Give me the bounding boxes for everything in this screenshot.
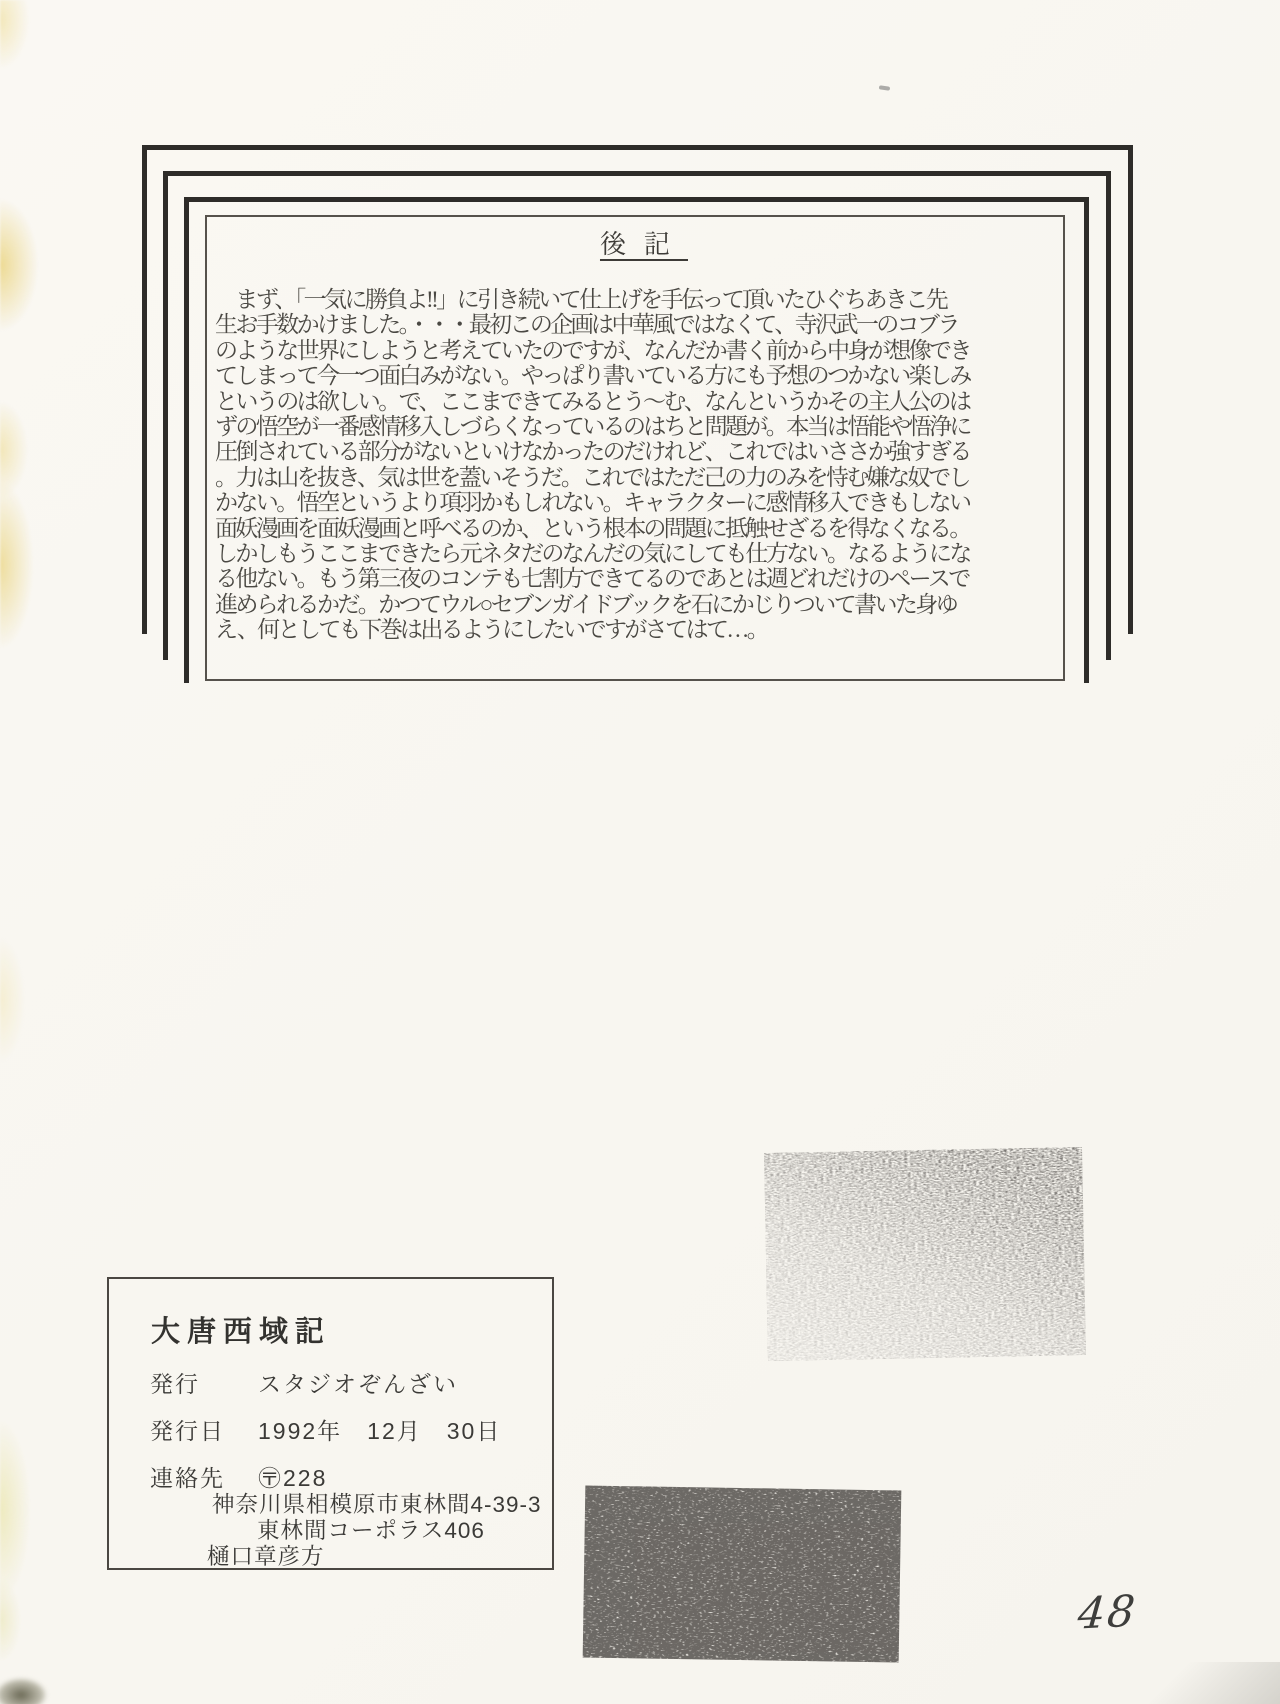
bottom-left-smudge [0, 1672, 56, 1704]
contact-postal-code: 〶228 [258, 1465, 328, 1491]
afterword-line: てしまって今一つ面白みがない。やっぱり書いている方にも予想のつかない楽しみ [215, 363, 970, 389]
afterword-line: 。力は山を抜き、気は世を蓋いそうだ。これではただ己の力のみを恃む嫌な奴でし [215, 464, 969, 490]
afterword-line: 面妖漫画を面妖漫画と呼べるのか、という根本の問題に抵触せざるを得なくなる。 [215, 515, 970, 541]
publish-date-value: 1992年 12月 30日 [258, 1418, 502, 1444]
afterword-body [207, 287, 1063, 643]
aged-paper-left-edge [0, 0, 46, 1704]
afterword-title: 後記 [599, 230, 688, 259]
afterword-line: まず、「一気に勝負よ!!」に引き続いて仕上げを手伝って頂いたひぐちあきこ先 [215, 287, 947, 312]
contact-label: 連絡先 [150, 1465, 225, 1491]
noise-texture [583, 1486, 902, 1663]
afterword-line: 生お手数かけました。・・・最初この企画は中華風ではなくて、寺沢武一のコブラ [215, 312, 958, 338]
colophon-row-publisher [150, 1371, 552, 1397]
colophon-row-date [150, 1418, 552, 1444]
halftone-photo-lower [583, 1486, 902, 1663]
scan-speck [879, 85, 890, 90]
bottom-right-shade [1130, 1662, 1280, 1704]
publisher-value: スタジオぞんざい [258, 1371, 458, 1397]
afterword-line: 圧倒されている部分がないといけなかったのだけれど、これではいささか強すぎる [215, 439, 970, 465]
afterword-line: のような世界にしようと考えていたのですが、なんだか書く前から中身が想像でき [215, 337, 970, 363]
book-title: 大唐西域記 [151, 1316, 332, 1348]
afterword-line: というのは欲しい。で、ここまできてみるとう〜む、なんというかその主人公のは [215, 388, 970, 414]
afterword-line: る他ない。もう第三夜のコンテも七割方できてるのであとは週どれだけのペースで [215, 566, 969, 592]
address-line: 東林間コーポラス406 [257, 1518, 485, 1543]
noise-fade-overlay [764, 1147, 1086, 1361]
afterword-line: かない。悟空というより項羽かもしれない。キャラクターに感情移入できもしない [215, 490, 970, 516]
afterword-line: ずの悟空が一番感情移入しづらくなっているのはちと問題が。本当は悟能や悟浄に [215, 414, 970, 440]
page-number: 48 [1075, 1586, 1139, 1640]
publish-date-label: 発行日 [150, 1418, 225, 1444]
afterword-box [205, 215, 1065, 681]
address-line: 神奈川県相模原市東林間4-39-3 [212, 1492, 542, 1517]
halftone-photo-upper [764, 1147, 1086, 1361]
address-line: 樋口章彦方 [207, 1544, 325, 1569]
publisher-label: 発行 [150, 1371, 200, 1397]
afterword-line: え、何としても下巻は出るようにしたいですがさてはて…。 [215, 617, 768, 643]
colophon-row-contact [150, 1465, 552, 1491]
colophon-box [107, 1277, 554, 1570]
afterword-line: 進められるかだ。かつてウル○セブンガイドブックを石にかじりついて書いた身ゆ [215, 591, 957, 617]
afterword-line: しかしもうここまできたら元ネタだのなんだの気にしても仕方ない。なるようにな [215, 541, 970, 567]
